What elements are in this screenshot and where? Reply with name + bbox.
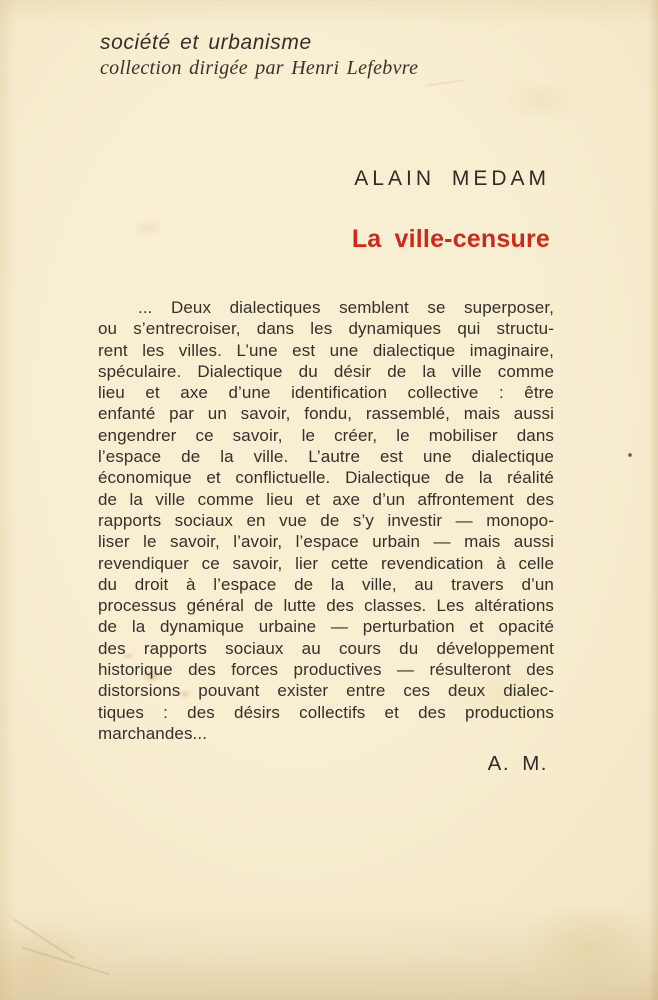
body-line: tiques : des désirs collectifs et des productions	[98, 702, 554, 722]
body-line: distorsions pouvant exister entre ces deux dialec-	[98, 681, 554, 701]
body-line: de la ville comme lieu et axe d’un affrontement des	[98, 489, 554, 509]
body-line: historique des forces productives — résulteront des	[98, 660, 554, 680]
author-initials: A. M.	[487, 752, 548, 775]
body-line: enfanté par un savoir, fondu, rassemblé, mais aussi	[98, 404, 554, 424]
body-line: ... Deux dialectiques semblent se superposer,	[138, 298, 554, 317]
body-line: rapports sociaux en vue de s’y investir — monopo-	[98, 510, 554, 530]
collection-header	[100, 30, 418, 81]
body-line: des rapports sociaux au cours du développement	[98, 638, 554, 658]
body-line: ou s’entrecroiser, dans les dynamiques qui structu-	[98, 319, 554, 339]
body-line: liser le savoir, l’avoir, l’espace urbain — mais aussi	[98, 532, 554, 552]
paper-crease	[425, 79, 465, 86]
body-line: de la dynamique urbaine — perturbation et opacité	[98, 617, 554, 637]
body-line: rent les villes. L’une est une dialectique imaginaire,	[98, 340, 554, 360]
author-name: ALAIN MEDAM	[354, 167, 550, 190]
body-line: marchandes...	[98, 723, 208, 743]
body-line: du droit à l’espace de la ville, au travers d’un	[98, 574, 554, 594]
body-line: lieu et axe d’une identification collective : être	[98, 383, 554, 403]
body-line: économique et conflictuelle. Dialectique de la réalité	[98, 468, 554, 488]
body-line: engendrer ce savoir, le créer, le mobiliser dans	[98, 425, 554, 445]
back-cover-text	[98, 297, 554, 744]
paper-crease	[22, 947, 110, 975]
series-title: société et urbanisme	[100, 31, 312, 54]
body-line: processus général de lutte des classes. Les altérations	[98, 596, 554, 616]
body-line: spéculaire. Dialectique du désir de la ville comme	[98, 361, 554, 381]
body-line: l’espace de la ville. L’autre est une dialectique	[98, 447, 554, 467]
series-subtitle: collection dirigée par Henri Lefebvre	[100, 57, 419, 79]
body-line: revendiquer ce savoir, lier cette revendication à celle	[98, 553, 554, 573]
book-title: La ville-censure	[351, 225, 550, 253]
